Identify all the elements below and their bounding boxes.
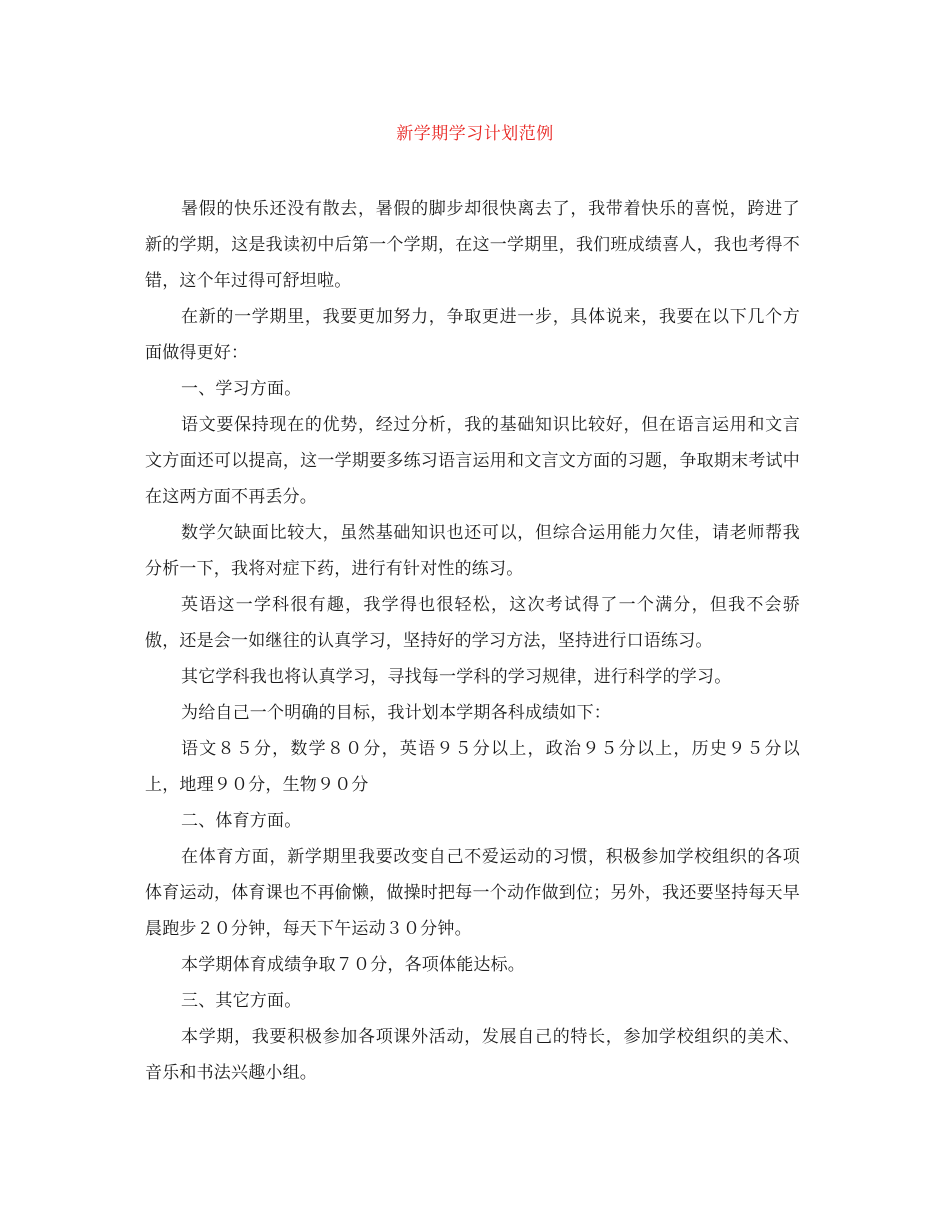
section-heading: 三、其它方面。 [181, 991, 302, 1011]
section-heading: 二、体育方面。 [181, 811, 302, 831]
paragraph: 本学期体育成绩争取７０分，各项体能达标。 [181, 955, 525, 975]
score-targets: 语文８５分，数学８０分，英语９５分以上，政治９５分以上，历史９５分以上，地理９０分，生物９０分 [145, 739, 800, 795]
paragraph: 在新的一学期里，我要更加努力，争取更进一步，具体说来，我要在以下几个方面做得更好： [145, 307, 800, 363]
paragraph: 其它学科我也将认真学习，寻找每一学科的学习规律，进行科学的学习。 [181, 667, 732, 687]
paragraph: 英语这一学科很有趣，我学得也很轻松，这次考试得了一个满分，但我不会骄傲，还是会一如继往的认真学习，坚持好的学习方法，坚持进行口语练习。 [145, 595, 800, 651]
document-body [145, 191, 800, 1091]
paragraph: 本学期，我要积极参加各项课外活动，发展自己的特长，参加学校组织的美术、音乐和书法兴趣小组。 [145, 1027, 800, 1083]
paragraph: 语文要保持现在的优势，经过分析，我的基础知识比较好，但在语言运用和文言文方面还可以提高，这一学期要多练习语言运用和文言文方面的习题，争取期末考试中在这两方面不再丢分。 [145, 415, 800, 507]
paragraph: 数学欠缺面比较大，虽然基础知识也还可以，但综合运用能力欠佳，请老师帮我分析一下，我将对症下药，进行有针对性的练习。 [145, 523, 800, 579]
paragraph: 暑假的快乐还没有散去，暑假的脚步却很快离去了，我带着快乐的喜悦，跨进了新的学期，这是我读初中后第一个学期，在这一学期里，我们班成绩喜人，我也考得不错，这个年过得可舒坦啦。 [145, 199, 800, 291]
document-title: 新学期学习计划范例 [396, 124, 554, 144]
paragraph: 在体育方面，新学期里我要改变自己不爱运动的习惯，积极参加学校组织的各项体育运动，体育课也不再偷懒，做操时把每一个动作做到位；另外，我还要坚持每天早晨跑步２０分钟，每天下午运动３０分钟。 [145, 847, 800, 939]
section-heading: 一、学习方面。 [181, 379, 302, 399]
paragraph: 为给自己一个明确的目标，我计划本学期各科成绩如下： [181, 703, 611, 723]
